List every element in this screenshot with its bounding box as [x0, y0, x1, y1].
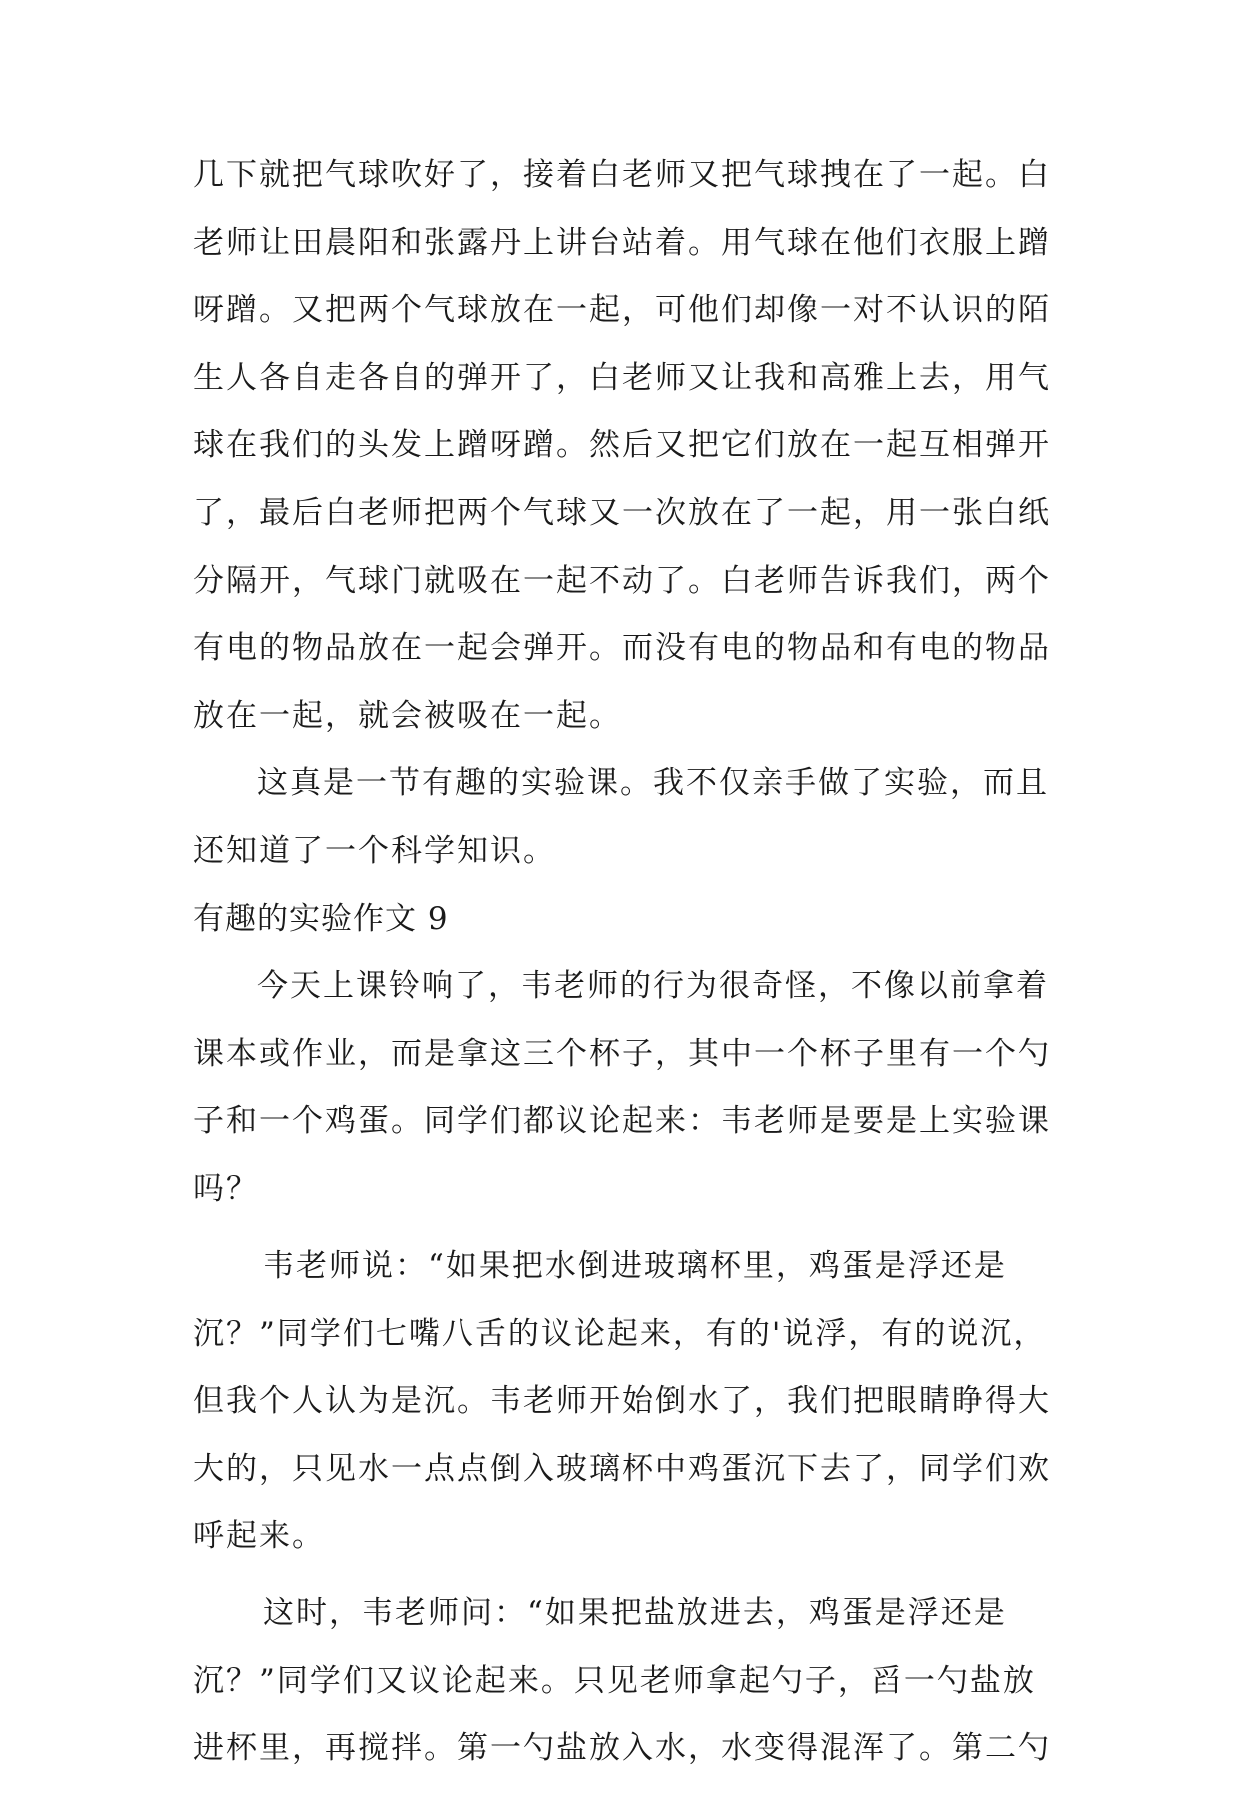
paragraph-line: 课本或作业，而是拿这三个杯子，其中一个杯子里有一个勺 — [193, 1035, 1051, 1072]
paragraph-line: 还知道了一个科学知识。 — [193, 832, 556, 869]
paragraph-line: 进杯里，再搅拌。第一勺盐放入水，水变得混浑了。第二勺 — [193, 1730, 1051, 1767]
paragraph-line: 沉？”同学们又议论起来。只见老师拿起勺子，舀一勺盐放 — [193, 1662, 1036, 1699]
paragraph-line: 大的，只见水一点点倒入玻璃杯中鸡蛋沉下去了，同学们欢 — [193, 1450, 1051, 1487]
document-body — [193, 157, 1073, 1801]
paragraph-line: 呼起来。 — [193, 1518, 325, 1555]
paragraph-line: 分隔开，气球门就吸在一起不动了。白老师告诉我们，两个 — [193, 562, 1051, 599]
paragraph-line: 这真是一节有趣的实验课。我不仅亲手做了实验，而且 — [257, 765, 1049, 802]
paragraph-line: 沉？”同学们七嘴八舌的议论起来，有的'说浮，有的说沉， — [193, 1315, 1047, 1352]
paragraph-line: 吗？ — [193, 1170, 259, 1207]
paragraph-line: 放在一起，就会被吸在一起。 — [193, 697, 622, 734]
paragraph-line: 几下就把气球吹好了，接着白老师又把气球拽在了一起。白 — [193, 157, 1051, 193]
paragraph-line: 但我个人认为是沉。韦老师开始倒水了，我们把眼睛睁得大 — [193, 1383, 1051, 1420]
paragraph-line: 有电的物品放在一起会弹开。而没有电的物品和有电的物品 — [193, 630, 1051, 667]
paragraph-line: 韦老师说：“如果把水倒进玻璃杯里，鸡蛋是浮还是 — [263, 1247, 1007, 1284]
paragraph-line: 老师让田晨阳和张露丹上讲台站着。用气球在他们衣服上蹭 — [193, 224, 1051, 261]
paragraph-line: 这时，韦老师问：“如果把盐放进去，鸡蛋是浮还是 — [263, 1595, 1007, 1632]
paragraph-line: 球在我们的头发上蹭呀蹭。然后又把它们放在一起互相弹开 — [193, 427, 1051, 464]
paragraph-line: 了，最后白老师把两个气球又一次放在了一起，用一张白纸 — [193, 494, 1051, 531]
paragraph-line: 今天上课铃响了，韦老师的行为很奇怪，不像以前拿着 — [257, 968, 1049, 1005]
section-heading: 有趣的实验作文 9 — [193, 900, 449, 937]
paragraph-line: 子和一个鸡蛋。同学们都议论起来：韦老师是要是上实验课 — [193, 1103, 1051, 1140]
paragraph-line: 生人各自走各自的弹开了，白老师又让我和高雅上去，用气 — [193, 359, 1051, 396]
paragraph-line: 呀蹭。又把两个气球放在一起，可他们却像一对不认识的陌 — [193, 292, 1051, 329]
